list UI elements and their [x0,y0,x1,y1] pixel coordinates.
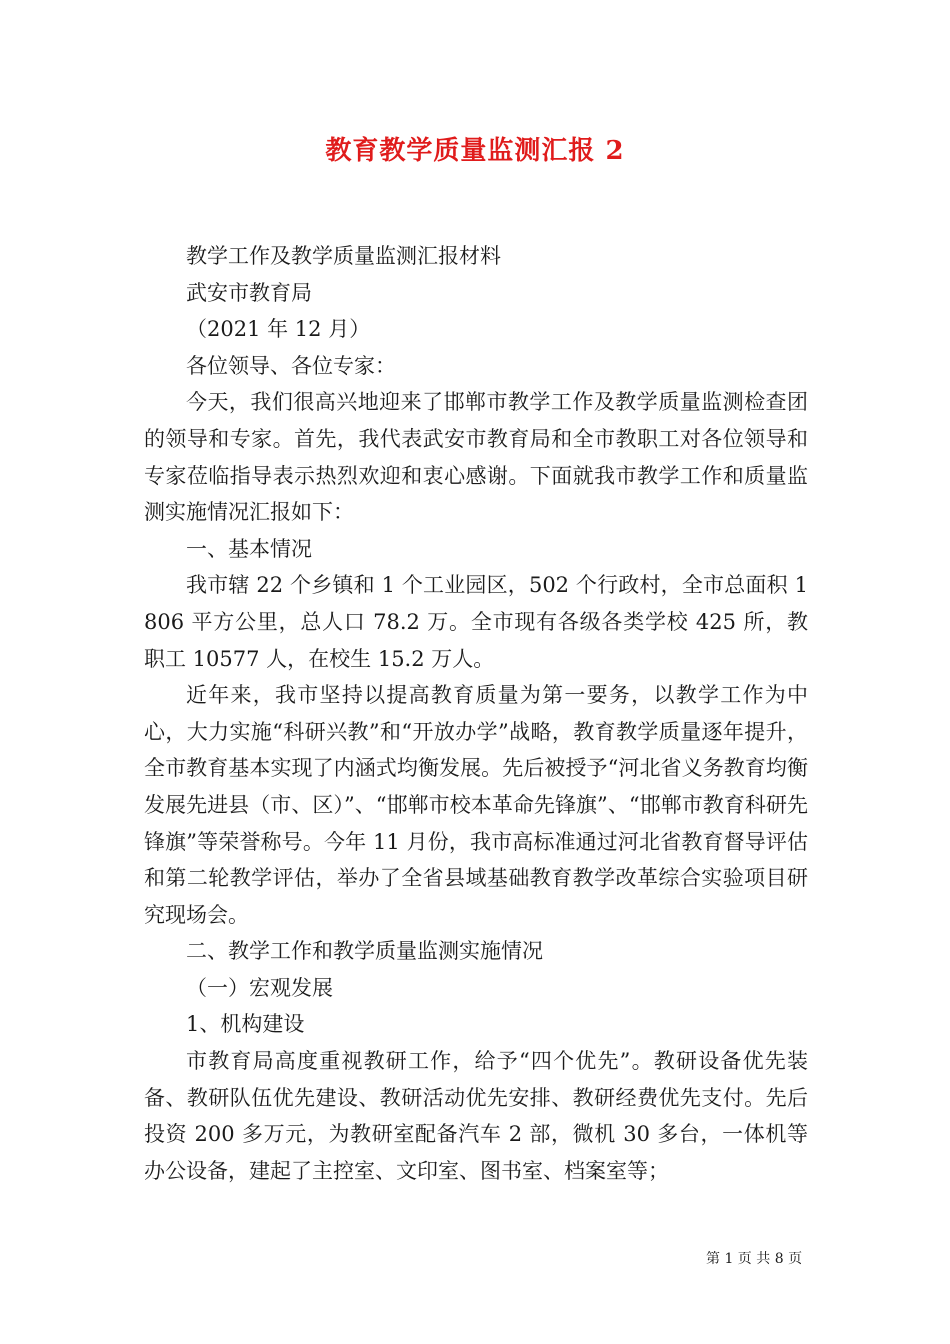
page-number: 第 1 页 共 8 页 [706,1251,803,1267]
paragraph-organization: 市教育局高度重视教研工作，给予“四个优先”。教研设备优先装备、教研队伍优先建设、教研活动优先安排、教研经费优先支付。先后投资 200 多万元，为教研室配备汽车 2 部，微机 30 多台，一体机等办公设备，建起了主控室、文印室、图书室、档案室等； [144,1049,808,1183]
paragraph-date: （2021 年 12 月） [186,317,371,342]
section-heading-implementation: 二、教学工作和教学质量监测实施情况 [186,939,543,964]
subsection-heading-macro: （一）宏观发展 [186,975,333,1000]
document-body [144,238,808,1189]
paragraph-subtitle: 教学工作及教学质量监测汇报材料 [186,244,501,268]
document-title: 教育教学质量监测汇报 2 [325,136,625,166]
paragraph-intro: 今天，我们很高兴地迎来了邯郸市教学工作及教学质量监测检查团的领导和专家。首先，我代表武安市教育局和全市教职工对各位领导和专家莅临指导表示热烈欢迎和衷心感谢。下面就我市教学工作和质量监测实施情况汇报如下： [144,390,808,525]
paragraph-achievements: 近年来，我市坚持以提高教育质量为第一要务，以教学工作为中心，大力实施“科研兴教”和“开放办学”战略，教育教学质量逐年提升，全市教育基本实现了内涵式均衡发展。先后被授予“河北省义务教育均衡发展先进县（市、区）”、“邯郸市校本革命先锋旗”、“邯郸市教育科研先锋旗”等荣誉称号。今年 11 月份，我市高标准通过河北省教育督导评估和第二轮教学评估，举办了全省县域基础教育教学改革综合实验项目研究现场会。 [144,683,808,927]
paragraph-basic-stats: 我市辖 22 个乡镇和 1 个工业园区，502 个行政村，全市总面积 1806 平方公里，总人口 78.2 万。全市现有各级各类学校 425 所，教职工 10577 人，在校生 15.2 万人。 [144,573,808,671]
paragraph-author: 武安市教育局 [186,280,312,305]
subsection-heading-organization: 1、机构建设 [186,1012,305,1037]
section-heading-basic: 一、基本情况 [186,536,312,561]
paragraph-salutation: 各位领导、各位专家： [186,353,396,378]
